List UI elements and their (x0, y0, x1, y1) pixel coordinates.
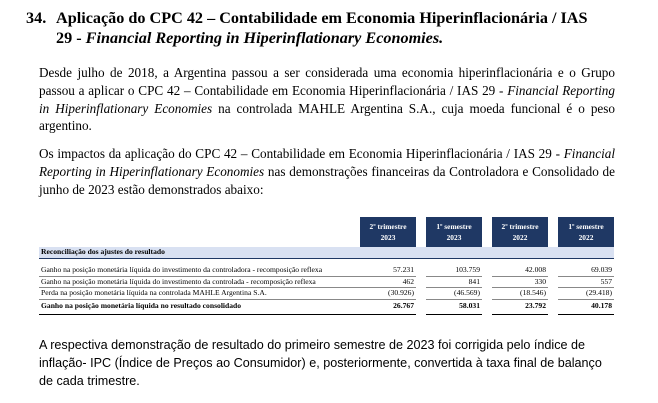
paragraph-impacts-c: nas demonstrações financeiras da Controladora e Consolidado de junho de 2023 estão demonstrados abaixo: (39, 163, 615, 197)
paragraph-impacts (39, 145, 615, 198)
section-title-line2 (56, 28, 443, 48)
paragraph-intro-a: Desde julho de 2018, a Argentina passou a ser considerada uma economia hiperinflacionária e o Grupo passou a aplicar o CPC 42 – Contabilidade em Economia Hiperinflacionária / IAS 29 - (39, 65, 615, 98)
cell-value: 557 (558, 276, 614, 288)
table-row (39, 288, 614, 300)
section-number: 34. (26, 9, 47, 27)
paragraph-restatement: A respectiva demonstração de resultado do primeiro semestre de 2023 foi corrigida pelo índice de inflação- IPC (Índice de Preços ao Consumidor) e, posteriormente, convertida à taxa final de balanço de cada trimestre. (39, 338, 602, 388)
cell-value: 330 (492, 276, 548, 288)
cell-value: 69.039 (558, 265, 614, 276)
cell-value: 42.008 (492, 265, 548, 276)
paragraph-impacts-italic: Financial Reporting in Hiperinflationary Economies (39, 146, 615, 179)
total-value: 40.178 (558, 299, 614, 314)
title-ias-name: Financial Reporting in Hiperinflationary Economies. (85, 29, 444, 47)
col-header-s1-2023: 1º semestre 2023 (426, 217, 482, 247)
paragraph-impacts-a: Os impactos da aplicação do CPC 42 – Contabilidade em Economia Hiperinflacionária / IAS 29 - (39, 146, 564, 161)
cell-value: (29.418) (558, 288, 614, 300)
total-value: 58.031 (426, 299, 482, 314)
section-title-line1: Aplicação do CPC 42 – Contabilidade em Economia Hiperinflacionária / IAS (56, 9, 588, 27)
table-header-row (39, 217, 614, 247)
title-ias-number: 29 - (56, 29, 86, 47)
cell-value: (30.926) (360, 288, 416, 300)
total-value: 23.792 (492, 299, 548, 314)
paragraph-intro-italic: Financial Reporting in Hiperinflationary Economies (39, 82, 615, 116)
cell-value: 841 (426, 276, 482, 288)
section-row (39, 247, 614, 259)
paragraph-intro (39, 64, 615, 135)
total-label: Ganho na posição monetária líquida no resultado consolidado (39, 299, 360, 314)
col-header-q2-2022: 2º trimestre 2022 (492, 217, 548, 247)
col-header-s1-2022: 1º semestre 2022 (558, 217, 614, 247)
cell-value: (18.546) (492, 288, 548, 300)
cell-value: 57.231 (360, 265, 416, 276)
cell-value: 462 (360, 276, 416, 288)
cell-value: 103.759 (426, 265, 482, 276)
row-label: Ganho na posição monetária líquida do investimento da controlada - recomposição reflexa (39, 276, 360, 288)
reconciliation-table (39, 217, 614, 315)
table-row (39, 276, 614, 288)
col-header-q2-2023: 2º trimestre 2023 (360, 217, 416, 247)
header-blank (39, 217, 360, 247)
row-label: Ganho na posição monetária líquida do investimento da controladora - recomposição reflexa (39, 265, 360, 276)
total-value: 26.767 (360, 299, 416, 314)
row-label: Perda na posição monetária líquida na controlada MAHLE Argentina S.A. (39, 288, 360, 300)
paragraph-intro-c: na controlada MAHLE Argentina S.A., cuja moeda funcional é o peso argentino. (39, 100, 615, 134)
total-row (39, 299, 614, 314)
table-row (39, 265, 614, 276)
section-label: Reconciliação dos ajustes do resultado (39, 247, 360, 259)
cell-value: (46.569) (426, 288, 482, 300)
